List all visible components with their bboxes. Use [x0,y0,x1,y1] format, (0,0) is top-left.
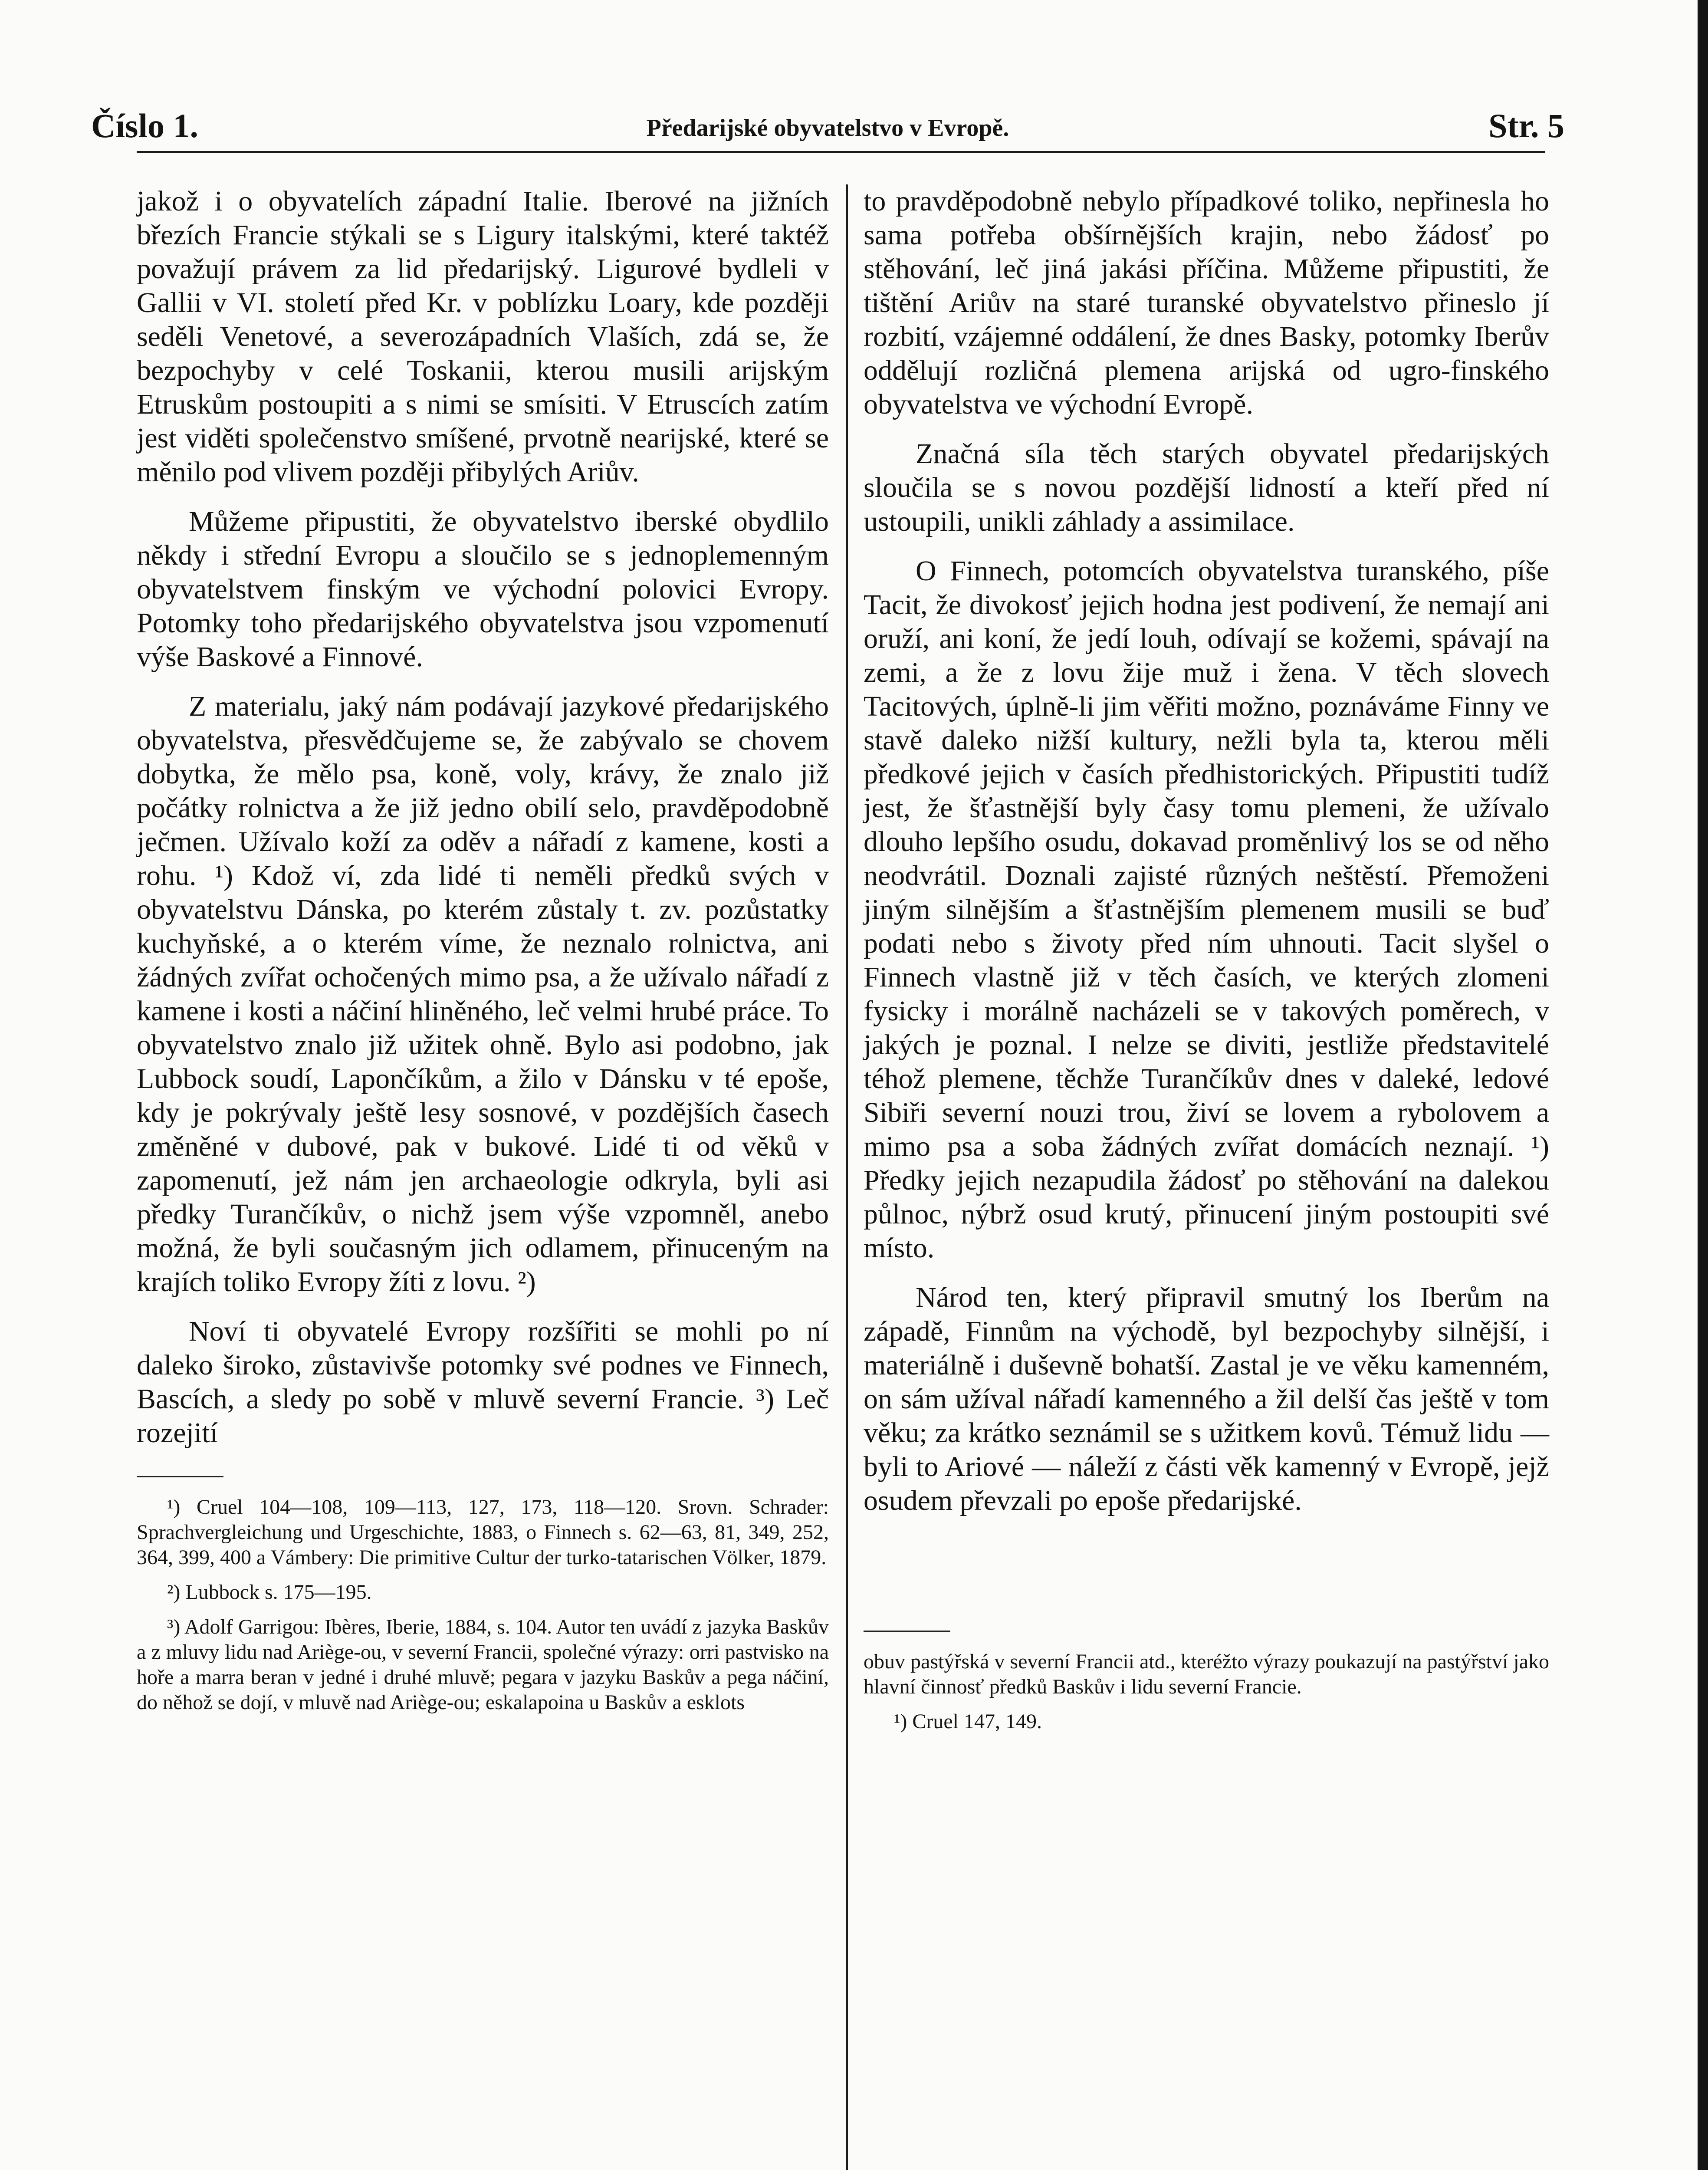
paragraph: Značná síla těch starých obyvatel předarijských sloučila se s novou pozdější lidností a kteří před ní ustoupili, unikli záhlady a assimilace. [864,438,1549,537]
footnotes [864,1649,1549,1734]
column-divider [846,184,848,2170]
paragraph: jakož i o obyvatelích západní Italie. Iberové na jižních březích Francie stýkali se s Ligury italskými, které taktéž považují právem za lid předarijský. Ligurové bydleli v Gallii v VI. století před Kr. v poblízku Loary, kde později seděli Venetové, a severozápadních Vlaších, zdá se, že bezpochyby v celé Toskanii, kterou musili arijským Etruskům postoupiti a s nimi se smísiti. V Etruscích zatím jest viděti společenstvo smíšené, prvotně nearijské, které se měnilo pod vlivem později přibylých Ariův. [137,185,829,488]
running-title: Předarijské obyvatelstvo v Evropě. [646,115,1009,141]
footnote: ¹) Cruel 147, 149. [894,1710,1042,1733]
paragraph: O Finnech, potomcích obyvatelstva turanského, píše Tacit, že divokosť jejich hodna jest podivení, že nemají ani oruží, ani koní, že jedí louh, odívají se kožemi, spávají na zemi, a že z lovu žije muž i žena. V těch slovech Tacitových, úplně-li jim věřiti možno, poznáváme Finny ve stavě daleko nižší kultury, nežli byla ta, kterou měli předkové jejich v časích předhistorických. Připustiti tudíž jest, že šťastnější byly časy tomu plemeni, že užívalo dlouho lepšího osudu, dokavad proměnlivý los se od něho neodvrátil. Doznali zajisté různých neštěstí. Přemoženi jiným silnějším a šťastnějším plemenem musili se buď podati nebo s životy před ním uhnouti. Tacit slyšel o Finnech vlastně již v těch časích, ve kterých zlomeni fysicky i morálně nacházeli se v takových poměrech, v jakých je poznal. I nelze se diviti, jestliže představitelé téhož plemene, těchže Turančíkův dnes v daleké, ledové Sibiři severní nouzi trou, živí se lovem a rybolovem a mimo psa a soba žádných zvířat domácích neznají. ¹) Předky jejich nezapudila žádosť po stěhování na dalekou půlnoc, nýbrž osud krutý, přinucení jiným postoupiti své místo. [864,555,1549,1264]
paragraph: to pravděpodobně nebylo případkové toliko, nepřinesla ho sama potřeba obšírnějších krajin, nebo žádosť po stěhování, leč jiná jakási příčina. Můžeme připustiti, že tištění Ariův na staré turanské obyvatelstvo přineslo jí rozbití, vzájemné oddálení, že dnes Basky, potomky Iberův oddělují rozličná plemena arijská od ugro-finského obyvatelstva ve východní Evropě. [864,185,1549,420]
paragraph: Národ ten, který připravil smutný los Iberům na západě, Finnům na východě, byl bezpochyby silnější, i materiálně i duševně bohatší. Zastal je ve věku kamenném, on sám užíval nářadí kamenného a žil delší čas ještě v tom věku; za krátko seznámil se s užitkem kovů. Témuž lidu — byli to Ariové — náleží z části věk kamenný v Evropě, jejž osudem převzali po epoše předarijské. [864,1282,1549,1516]
running-header [91,106,1564,154]
scan-edge [1698,0,1708,2170]
paragraph: Noví ti obyvatelé Evropy rozšířiti se mohli po ní daleko široko, zůstavivše potomky své podnes ve Finnech, Bascích, a sledy po sobě v mluvě severní Francie. ³) Leč rozejití [137,1315,829,1449]
footnote-continuation: obuv pastýřská v severní Francii atd., kteréžto výrazy poukazují na pastýřství jako hlavní činnosť předků Baskův i lidu severní Francie. [864,1650,1549,1698]
paragraph: Můžeme připustiti, že obyvatelstvo iberské obydlilo někdy i střední Evropu a sloučilo se s jednoplemenným obyvatelstvem finským ve východní polovici Evropy. Potomky toho předarijského obyvatelstva jsou vzpomenutí výše Baskové a Finnové. [137,506,829,673]
footnotes [137,1495,829,1715]
paragraph: Z materialu, jaký nám podávají jazykové předarijského obyvatelstva, přesvědčujeme se, že zabývalo se chovem dobytka, že mělo psa, koně, voly, krávy, že znalo již počátky rolnictva a že již jedno obilí selo, pravděpodobně ječmen. Užívalo koží za oděv a nářadí z kamene, kosti a rohu. ¹) Kdož ví, zda lidé ti neměli předků svých v obyvatelstvu Dánska, po kterém zůstaly t. zv. pozůstatky kuchyňské, a o kterém víme, že neznalo rolnictva, ani žádných zvířat ochočených mimo psa, a že užívalo nářadí z kamene i kosti a náčiní hliněného, leč velmi hrubé práce. To obyvatelstvo znalo již užitek ohně. Bylo asi podobno, jak Lubbock soudí, Lapončíkům, a žilo v Dánsku v té epoše, kdy je pokrývaly ještě lesy sosnové, v pozdějších časech změněné v dubové, pak v bukové. Lidé ti od věků v zapomenutí, jež nám jen archaeologie odkryla, byli asi předky Turančíkův, o nichž jsem výše vzpomněl, anebo možná, že byli současným jich odlamem, přinuceným na krajích toliko Evropy žíti z lovu. ²) [137,690,829,1298]
right-column [864,184,1549,1744]
footnote-rule [864,1631,950,1632]
page-number: Str. 5 [1488,107,1564,145]
left-column [137,184,829,1725]
footnote: ²) Lubbock s. 175—195. [167,1581,372,1604]
footnote: ¹) Cruel 104—108, 109—113, 127, 173, 118—120. Srovn. Schrader: Sprachvergleichung und Urgeschichte, 1883, o Finnech s. 62—63, 81, 349, 252, 364, 399, 400 a Vámbery: Die primitive Cultur der turko-tatarischen Völker, 1879. [137,1496,829,1569]
footnote: ³) Adolf Garrigou: Ibères, Iberie, 1884, s. 104. Autor ten uvádí z jazyka Baskův a z mluvy lidu nad Ariège-ou, v severní Francii, společné výrazy: orri pastvisko na hoře a marra beran v jedné i druhé mluvě; pegara v jazyku Baskův a pega náčiní, do něhož se dojí, v mluvě nad Ariège-ou; eskalapoina u Baskův a esklots [137,1615,829,1714]
issue-number: Číslo 1. [91,107,199,145]
header-rule [137,151,1545,153]
footnote-rule [137,1476,223,1477]
